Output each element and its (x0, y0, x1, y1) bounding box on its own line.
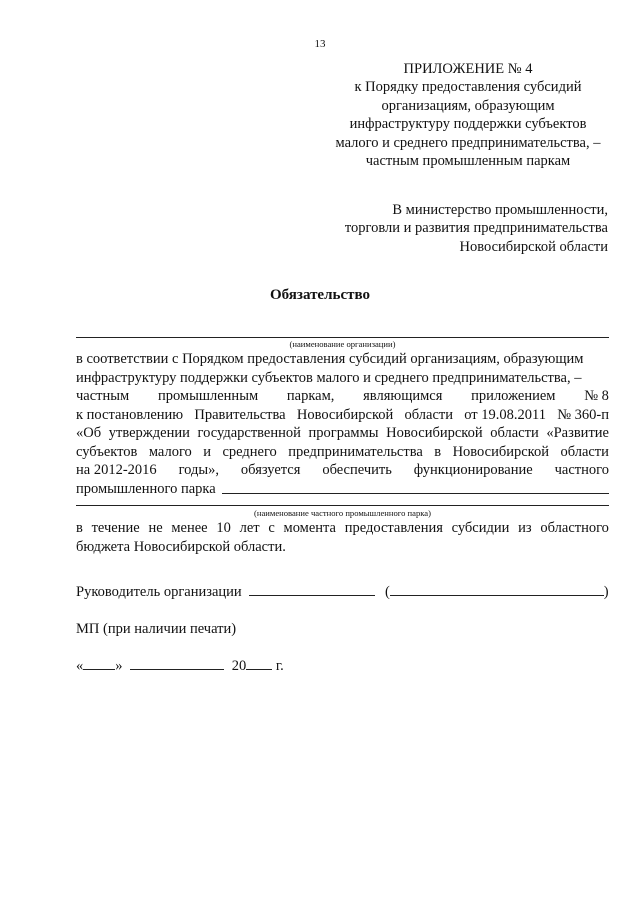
word: субъектов (76, 443, 138, 460)
word: предпринимательства (288, 443, 423, 460)
word: с (268, 520, 275, 536)
word: не (148, 520, 163, 536)
page-number: 13 (314, 38, 326, 50)
word: «Развитие (546, 425, 609, 441)
word: к постановлению (76, 406, 184, 423)
word: Правительства (194, 406, 286, 423)
word: 10 (216, 520, 231, 536)
word: программы (308, 425, 379, 441)
addressee-line: торговли и развития предпринимательства (344, 220, 608, 237)
obligation-paragraph (76, 350, 609, 498)
word: и (203, 443, 211, 460)
park-name-input-line[interactable] (222, 480, 609, 494)
body-line (76, 519, 609, 538)
body-line: в соответствии с Порядком предоставления субсидий организациям, образующим (76, 351, 584, 367)
head-label: Руководитель организации (76, 584, 242, 600)
stamp-note: МП (при наличии печати) (76, 621, 237, 637)
signature-blank[interactable] (249, 582, 375, 596)
appendix-line: к Порядку предоставления субсидий (354, 79, 582, 96)
date-row (76, 656, 609, 676)
word: № 360-п (557, 406, 609, 423)
word: являющимся (363, 388, 443, 404)
appendix-line: частным промышленным паркам (365, 153, 571, 170)
word: области (490, 425, 539, 441)
day-blank[interactable] (83, 656, 115, 670)
word: от 19.08.2011 (464, 406, 546, 423)
body-line (76, 480, 609, 499)
close-paren: ) (603, 584, 609, 600)
word: области (560, 443, 609, 460)
word: на 2012-2016 (76, 462, 157, 478)
org-name-caption: (наименование организации) (289, 339, 396, 349)
term-paragraph (76, 519, 609, 556)
word: утверждении (108, 425, 190, 441)
body-line (76, 443, 609, 462)
word: Новосибирской (296, 406, 394, 423)
word: момента (283, 520, 336, 536)
name-blank[interactable] (390, 582, 604, 596)
body-line (76, 387, 609, 406)
word: частным (76, 388, 130, 404)
word: среднего (222, 443, 277, 460)
month-blank[interactable] (130, 656, 224, 670)
word: обязуется (240, 462, 301, 478)
word: менее (171, 520, 208, 536)
word: № 8 (584, 388, 609, 404)
word: областного (540, 520, 609, 536)
body-line: инфраструктуру поддержки субъектов малого и среднего предпринимательства, – (76, 369, 582, 386)
word: функционирование (413, 462, 533, 478)
park-label: промышленного парка (76, 480, 216, 497)
year-blank[interactable] (246, 656, 272, 670)
park-name-caption: (наименование частного промышленного парка) (254, 508, 431, 518)
open-paren: ( (384, 584, 390, 600)
word: малого (148, 443, 192, 460)
body-line (76, 406, 609, 425)
org-name-line[interactable] (76, 337, 609, 338)
addressee-line: В министерство промышленности, (392, 202, 608, 218)
word: течение (91, 520, 140, 536)
word: Новосибирской (386, 425, 483, 441)
word: годы», (178, 462, 219, 478)
appendix-line: организациям, образующим (381, 97, 555, 114)
word: государственной (197, 425, 301, 441)
word: промышленным (157, 388, 259, 404)
addressee-line: Новосибирской области (459, 238, 608, 255)
word: приложением (471, 388, 556, 404)
word: субсидии (451, 520, 510, 536)
body-line (76, 424, 609, 443)
word: обеспечить (322, 462, 392, 478)
word: лет (239, 520, 260, 536)
word: в (76, 520, 83, 536)
appendix-header (318, 60, 618, 170)
word: Новосибирской (452, 443, 549, 460)
appendix-line: инфраструктуру поддержки субъектов (349, 116, 587, 133)
word: области (404, 406, 453, 423)
date-open-quote: « (76, 658, 84, 674)
body-line: бюджета Новосибирской области. (76, 538, 286, 555)
word: из (518, 520, 532, 536)
word: паркам, (286, 388, 335, 404)
word: частного (554, 462, 609, 478)
date-close-quote: » (115, 658, 123, 674)
document-title: Обязательство (270, 287, 370, 303)
park-name-line-2[interactable] (76, 505, 609, 506)
appendix-line: ПРИЛОЖЕНИЕ № 4 (403, 61, 533, 77)
addressee-block (345, 201, 608, 256)
word: предоставления (344, 520, 443, 536)
year-suffix: г. (272, 658, 284, 674)
body-line (76, 461, 609, 480)
appendix-line: малого и среднего предпринимательства, – (335, 134, 601, 151)
signature-row (76, 582, 609, 602)
word: «Об (76, 425, 102, 441)
word: в (434, 443, 442, 460)
year-prefix: 20 (231, 658, 247, 674)
